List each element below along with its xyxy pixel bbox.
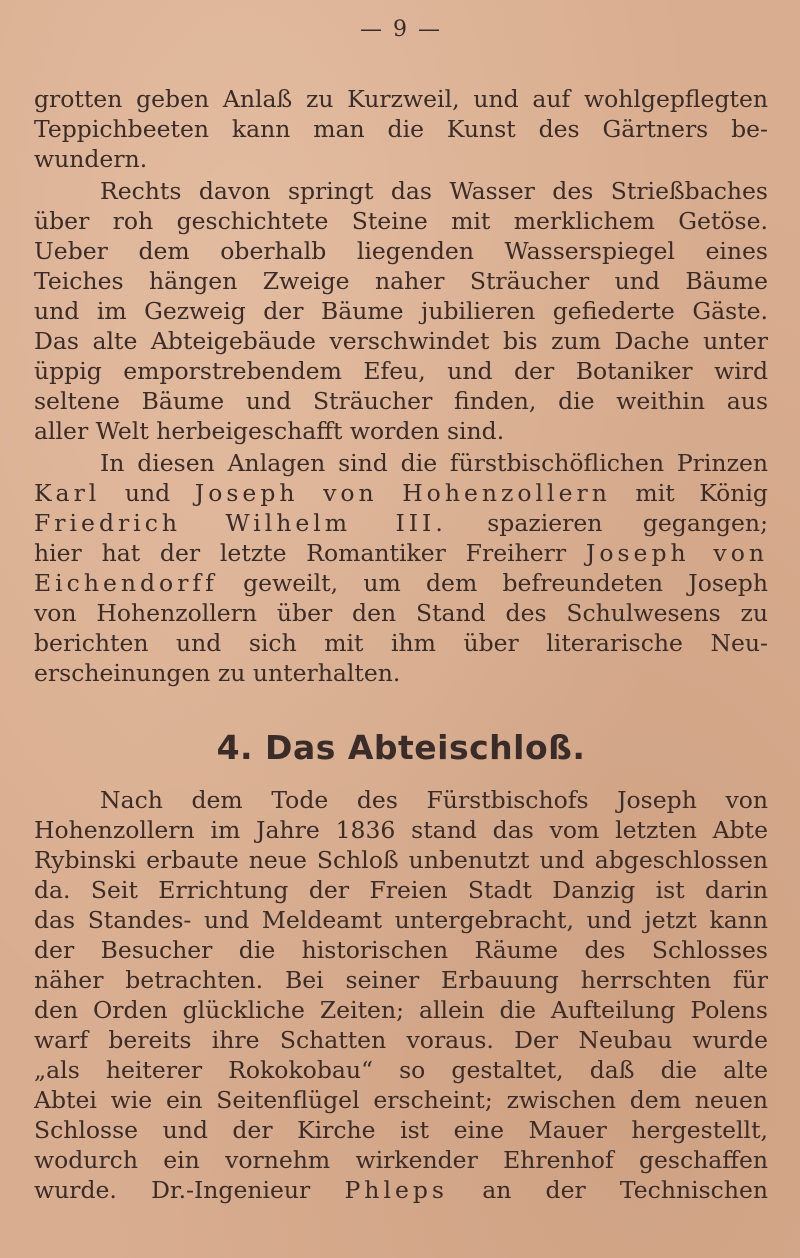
text-line: wundern. xyxy=(34,145,148,173)
text-line xyxy=(34,568,768,598)
text-line: der Besucher die historischen Räume des Schlosses xyxy=(34,936,768,964)
paragraph-garden-grottoes xyxy=(34,84,768,174)
name-phleps: Phleps xyxy=(344,1176,448,1204)
text-line: üppig emporstrebendem Efeu, und der Botaniker wird xyxy=(34,357,768,385)
name-joseph-von: Joseph von xyxy=(585,539,768,567)
text-line: Teppichbeeten kann man die Kunst des Gärtners be- xyxy=(34,115,768,143)
text-line: Hohenzollern im Jahre 1836 stand das vom letzten Abte xyxy=(34,816,768,844)
text-word: wurde. Dr.-Ingenieur xyxy=(34,1176,311,1204)
text-line: und im Gezweig der Bäume jubilieren gefiederte Gäste. xyxy=(34,297,768,325)
name-karl: Karl xyxy=(34,479,101,507)
text-line: das Standes- und Meldeamt untergebracht, und jetzt kann xyxy=(34,906,768,934)
paragraph-princes xyxy=(34,448,768,688)
text-line: Teiches hängen Zweige naher Sträucher und Bäume xyxy=(34,267,768,295)
text-line: warf bereits ihre Schatten voraus. Der Neubau wurde xyxy=(34,1026,768,1054)
paragraph-abbey-castle xyxy=(34,785,768,1205)
text-line: wodurch ein vornehm wirkender Ehrenhof geschaffen xyxy=(34,1146,768,1174)
text-word: geweilt, um dem befreundeten Joseph xyxy=(243,569,768,597)
text-line: berichten und sich mit ihm über literarische Neu- xyxy=(34,629,768,657)
text-line: Abtei wie ein Seitenflügel erscheint; zwischen dem neuen xyxy=(34,1086,768,1114)
text-line: Rechts davon springt das Wasser des Strießbaches xyxy=(100,177,768,205)
book-page xyxy=(34,14,768,1205)
text-line: grotten geben Anlaß zu Kurzweil, und auf wohlgepflegten xyxy=(34,85,768,113)
text-line: In diesen Anlagen sind die fürstbischöflichen Prinzen xyxy=(100,449,768,477)
text-line: Das alte Abteigebäude verschwindet bis zum Dache unter xyxy=(34,327,768,355)
paragraph-striessbach xyxy=(34,176,768,446)
text-line: den Orden glückliche Zeiten; allein die Aufteilung Polens xyxy=(34,996,768,1024)
text-line: näher betrachten. Bei seiner Erbauung herrschten für xyxy=(34,966,768,994)
text-line: Rybinski erbaute neue Schloß unbenutzt und abgeschlossen xyxy=(34,846,768,874)
text-word: von xyxy=(323,479,378,507)
text-word: an der Technischen xyxy=(482,1176,768,1204)
text-line: erscheinungen zu unterhalten. xyxy=(34,659,401,687)
text-line: „als heiterer Rokokobau“ so gestaltet, daß die alte xyxy=(34,1056,768,1084)
name-joseph: Joseph xyxy=(194,479,299,507)
text-line: Nach dem Tode des Fürstbischofs Joseph von xyxy=(100,786,768,814)
text-line: seltene Bäume und Sträucher finden, die weithin aus xyxy=(34,387,768,415)
text-line xyxy=(34,478,768,508)
text-word: spazieren gegangen; xyxy=(487,509,768,537)
text-line: aller Welt herbeigeschafft worden sind. xyxy=(34,417,505,445)
text-line xyxy=(34,1175,768,1205)
text-word: und xyxy=(124,479,171,507)
text-line: Schlosse und der Kirche ist eine Mauer hergestellt, xyxy=(34,1116,768,1144)
section-heading: 4. Das Abteischloß. xyxy=(216,728,586,767)
text-line: da. Seit Errichtung der Freien Stadt Danzig ist darin xyxy=(34,876,768,904)
name-hohenzollern: Hohenzollern xyxy=(402,479,611,507)
text-line xyxy=(34,508,768,538)
name-eichendorff: Eichendorff xyxy=(34,569,218,597)
text-line: über roh geschichtete Steine mit merklichem Getöse. xyxy=(34,207,768,235)
text-line: von Hohenzollern über den Stand des Schulwesens zu xyxy=(34,599,768,627)
text-line xyxy=(34,538,768,568)
text-word: mit König xyxy=(635,479,768,507)
page-number: — 9 — xyxy=(360,17,442,42)
name-friedrich-wilhelm: Friedrich Wilhelm III. xyxy=(34,509,447,537)
text-word: hier hat der letzte Romantiker Freiherr xyxy=(34,539,567,567)
text-line: Ueber dem oberhalb liegenden Wasserspiegel eines xyxy=(34,237,768,265)
